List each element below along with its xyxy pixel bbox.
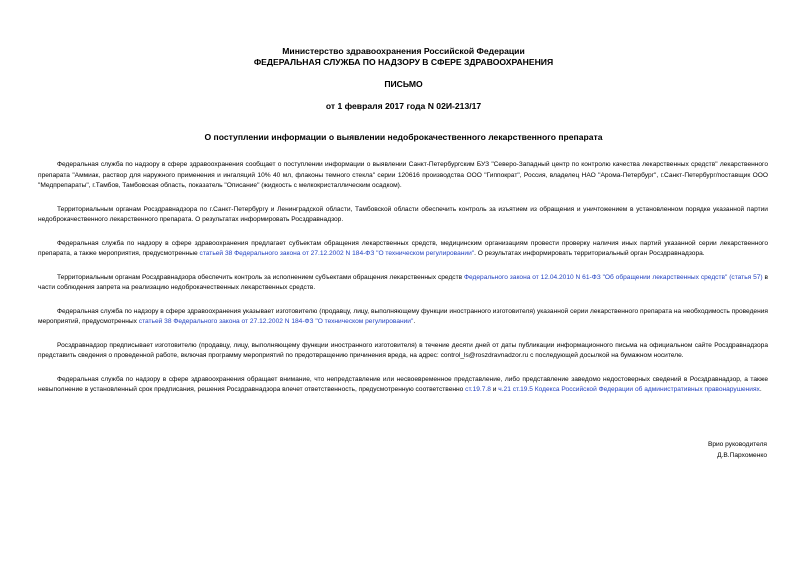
paragraph-text: .: [759, 386, 762, 393]
law-61-link[interactable]: Федерального закона от 12.04.2010 N 61-ФЗ "Об обращении лекарственных средств": [463, 273, 728, 281]
paragraph-text: . О результатах информировать территориальный орган Росздравнадзора.: [474, 250, 705, 257]
signatory-position: Врио руководителя: [707, 441, 767, 448]
paragraph-4: [38, 273, 768, 294]
paragraph-text: Территориальным органам Росздравнадзора по г.Санкт-Петербургу и Ленинградской области, Тамбовской области обеспечить контроль за изъятием из обращения и уничтожением в установленном порядке указанной партии недоброкачественного лекарственного препарата. О результатах информировать Росздравнадзор.: [38, 205, 768, 223]
paragraph-5: [38, 307, 768, 328]
signature-block: [708, 440, 767, 461]
service-name: ФЕДЕРАЛЬНАЯ СЛУЖБА ПО НАДЗОРУ В СФЕРЕ ЗДРАВООХРАНЕНИЯ: [253, 57, 554, 67]
paragraph-2: [38, 205, 768, 226]
article-19-7-8-link[interactable]: ст.19.7.8: [465, 386, 491, 393]
article-57-link[interactable]: (статья 57): [729, 273, 763, 281]
paragraph-text: Федеральная служба по надзору в сфере здравоохранения указывает изготовителю (продавцу, лицу, выполняющему функции иностранного изготовителя) указанной серии лекарственного препарата на необходимость проведения мероприятий, предусмотренных: [38, 307, 768, 325]
paragraph-7: [38, 375, 768, 396]
paragraph-1: [38, 160, 768, 192]
document-body: [38, 160, 768, 409]
ministry-name: Министерство здравоохранения Российской Федерации: [282, 46, 525, 56]
paragraph-text: и: [490, 386, 499, 393]
paragraph-text: Федеральная служба по надзору в сфере здравоохранения сообщает о поступлении информации о выявлении Санкт-Петербургским БУЗ "Северо-Западный центр по контролю качества лекарственных средств" лекарственного препарата "Аммиак, раствор для наружного применения и ингаляций 10% 40 мл, флаконы темного стекла" серии 120616 производства ООО "Гиппократ", Россия, владелец НАО "Арома-Петербург", г.Санкт-Петербург/поставщик ООО "Медпрепараты", г.Тамбов, Тамбовская область, показатель "Описание" (жидкость с мелкокристаллическим осадком).: [38, 161, 768, 189]
paragraph-3: [38, 239, 768, 260]
document-type: ПИСЬМО: [384, 79, 423, 89]
document-subject: О поступлении информации о выявлении недоброкачественного лекарственного препарата: [204, 132, 603, 142]
paragraph-6: [38, 341, 768, 362]
law-184-article-38-link[interactable]: статьей 38 Федерального закона от 27.12.2002 N 184-ФЗ "О техническом регулировании": [199, 250, 475, 257]
paragraph-text: Росздравнадзор предписывает изготовителю (продавцу, лицу, выполняющему функции иностранного изготовителя) в течение десяти дней от даты публикации информационного письма на официальном сайте Росздравнадзора представить сведения о проведенной работе, включая программу мероприятий по предотвращению причинения вреда, на адрес: control_ls@roszdravnadzor.ru с последующей досылкой на бумажном носителе.: [38, 341, 768, 359]
paragraph-text: Федеральная служба по надзору в сфере здравоохранения обращает внимание, что непредставление или несвоевременное представление, либо представление заведомо недостоверных сведений в Росздравнадзор, а также невыполнение в установленный срок предписания, решения Росздравнадзора влечет ответственность, предусмотренную соответственно: [38, 375, 768, 393]
paragraph-text: Территориальным органам Росздравнадзора обеспечить контроль за исполнением субъектами обращения лекарственных средств: [57, 273, 464, 281]
paragraph-text: .: [413, 318, 416, 325]
koap-article-19-5-link[interactable]: ч.21 ст.19.5 Кодекса Российской Федерации об административных правонарушениях: [498, 386, 760, 393]
paragraph-text: в части соблюдения запрета на реализацию недоброкачественных лекарственных средств.: [38, 273, 768, 291]
document-date-number: от 1 февраля 2017 года N 02И-213/17: [325, 101, 482, 111]
law-184-article-38-link[interactable]: статьей 38 Федерального закона от 27.12.2002 N 184-ФЗ "О техническом регулировании": [138, 318, 414, 325]
signatory-name: Д.В.Пархоменко: [717, 451, 767, 459]
paragraph-text: Федеральная служба по надзору в сфере здравоохранения предлагает субъектам обращения лекарственных средств, медицинским организациям провести проверку наличия иных партий указанной серии лекарственного препарата, а также мероприятия, предусмотренные: [38, 239, 768, 257]
